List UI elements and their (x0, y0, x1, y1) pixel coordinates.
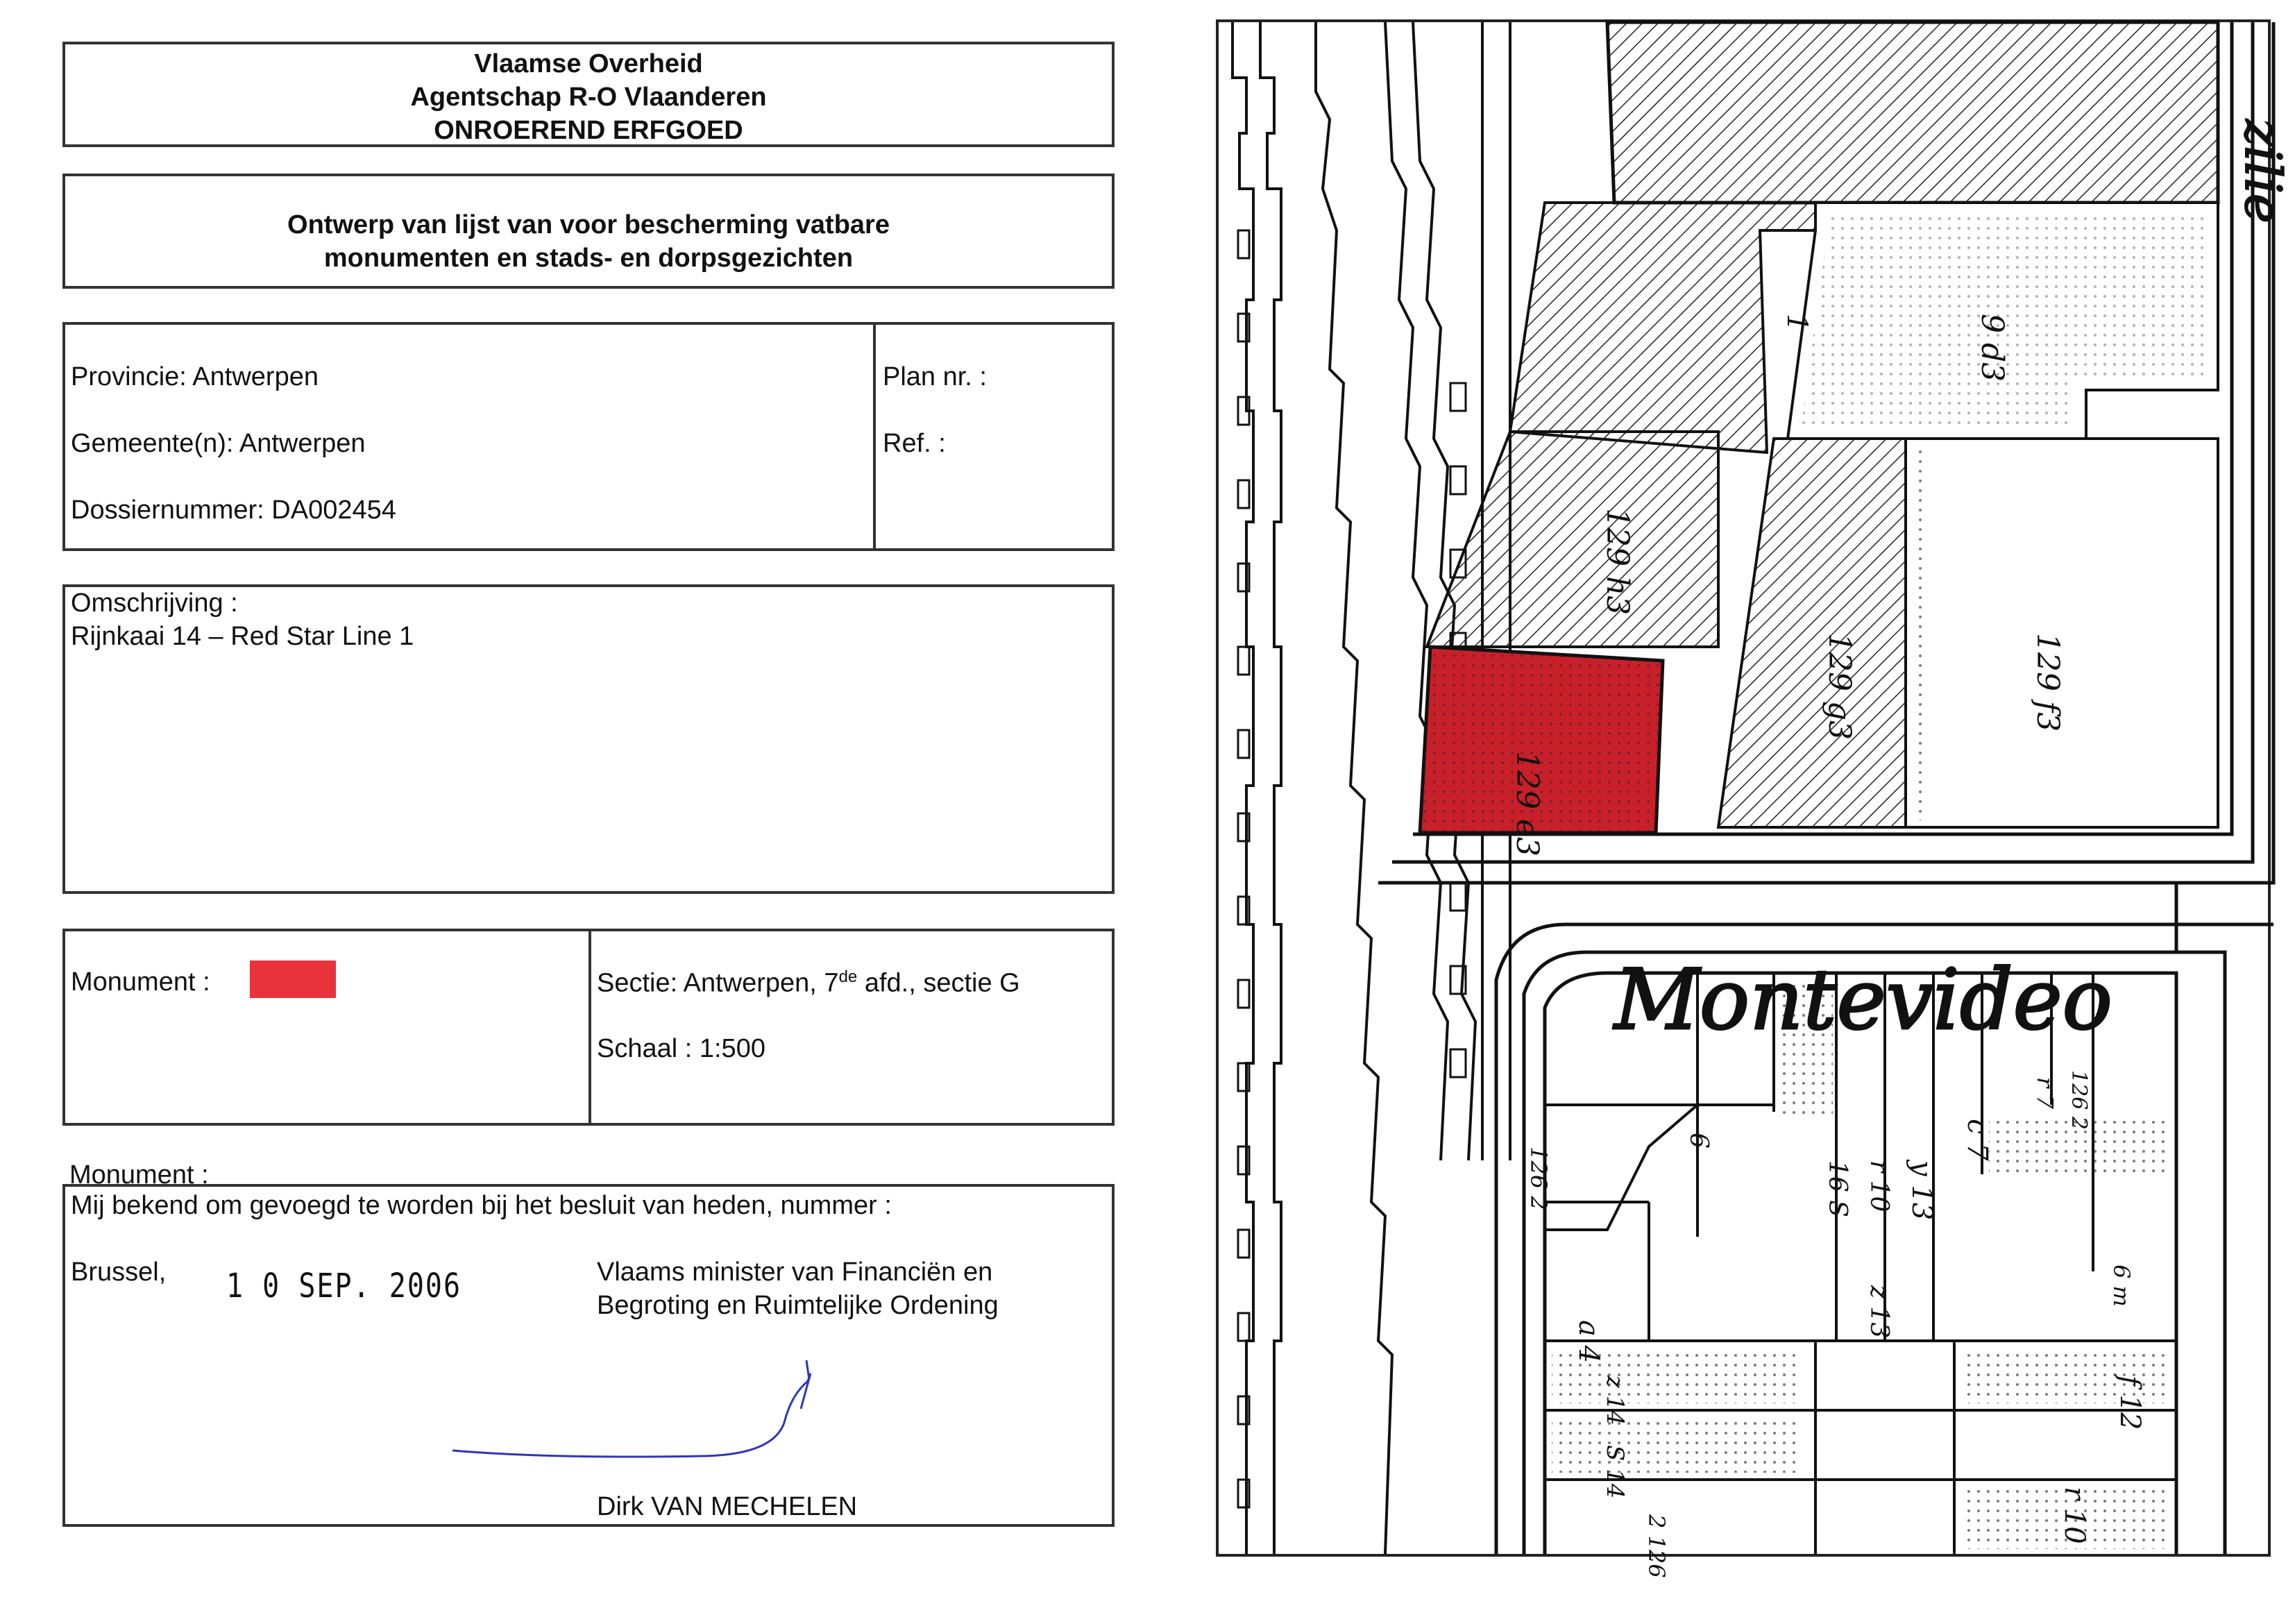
legend-box (62, 929, 1115, 1126)
west-street-edges (1233, 22, 1392, 1554)
hatched-parcel-h3 (1510, 203, 1815, 452)
description-box (62, 584, 1115, 894)
plan-field: Plan nr. : (883, 362, 987, 391)
parcel-g3-label: 129 g3 (1822, 633, 1857, 741)
parcel-h3-label: 129 h3 (1600, 508, 1635, 616)
dossier-field: Dossiernummer: DA002454 (71, 496, 396, 525)
street-north-label: Montevideo (1614, 952, 2112, 1049)
header-line-2: Agentschap R-O Vlaanderen (410, 83, 767, 112)
street-east-label: zilie (2234, 119, 2292, 223)
parcel-126-label: 126 2 (2067, 1070, 2091, 1130)
parcel-7r-label: r 7 (2032, 1077, 2058, 1109)
parcel-d3-label: 9 d3 (1974, 314, 2010, 382)
date-stamp: 1 0 SEP. 2006 (226, 1267, 462, 1306)
parcel-c7-label: c 7 (1961, 1119, 1993, 1161)
ref-field: Ref. : (883, 429, 946, 458)
gemeente-field: Gemeente(n): Antwerpen (71, 429, 366, 458)
hatched-parcel-main (1427, 432, 1718, 647)
description-value: Rijnkaai 14 – Red Star Line 1 (71, 622, 414, 651)
parcel-1-label: 1 (1781, 314, 1813, 332)
title-line-2: monumenten en stads- en dorpsgezichten (323, 244, 854, 273)
title-box (62, 174, 1115, 289)
parcel-13y-label: y 13 (1906, 1160, 1938, 1221)
dotted-parcel-f3-fill (1913, 446, 1926, 820)
provincie-field: Provincie: Antwerpen (71, 362, 319, 391)
signature-box (62, 1184, 1115, 1527)
header-line-1: Vlaamse Overheid (474, 49, 703, 78)
sectie-sup: de (838, 967, 858, 986)
location-divider (873, 325, 876, 548)
boundary-marks (1238, 230, 1466, 1507)
sectie-suffix: afd., sectie G (857, 968, 1020, 998)
parcel-6m-label: 6 m (2108, 1264, 2135, 1307)
parcel-126b-label: 126 2 (1525, 1147, 1552, 1210)
parcel-16s-label: 16 S (1823, 1160, 1852, 1217)
parcel-10r-label: r 10 (1865, 1160, 1893, 1212)
parcel-f3-label: 129 f3 (2030, 633, 2065, 732)
title-line-1: Ontwerp van lijst van voor bescherming vatbare (287, 210, 890, 239)
signer-name: Dirk VAN MECHELEN (597, 1492, 858, 1521)
hatched-block-north (1607, 22, 2218, 203)
south-dots-2 (1552, 1417, 1802, 1473)
cadastral-map (1216, 19, 2292, 1578)
legend-divider (588, 931, 591, 1123)
map-drawing (1219, 22, 2292, 1578)
parcel-14z-label: z 14 (1601, 1376, 1629, 1426)
location-box (62, 322, 1115, 551)
description-label: Omschrijving : (71, 589, 238, 618)
header-box (62, 42, 1115, 147)
sectie-prefix: Sectie: Antwerpen, 7 (597, 968, 839, 998)
header-line-3: ONROEREND ERFGOED (434, 116, 743, 145)
statement-text: Mij bekend om gevoegd te worden bij het besluit van heden, nummer : (71, 1191, 892, 1220)
minister-line-1: Vlaams minister van Financiën en (597, 1258, 993, 1287)
schaal-field: Schaal : 1:500 (597, 1034, 765, 1063)
signature-scribble (65, 1187, 1112, 1524)
minister-line-2: Begroting en Ruimtelijke Ordening (597, 1291, 999, 1320)
hatched-parcel-g3 (1718, 439, 1913, 827)
parcel-2-label: 2 126 (1643, 1514, 1670, 1578)
parcel-6-label: 6 (1684, 1133, 1713, 1149)
parcel-14s-label: S 14 (1601, 1445, 1629, 1499)
parcel-13z-label: z 13 (1865, 1285, 1893, 1339)
overlap-monument-label: Monument : (69, 1160, 209, 1190)
parcel-12f-label: f 12 (2114, 1376, 2146, 1430)
parcel-highlighted-label: 129 e3 (1509, 751, 1545, 857)
monument-swatch (250, 961, 336, 998)
place-text: Brussel, (71, 1258, 167, 1287)
parcel-10r2-label: r 10 (2058, 1487, 2090, 1544)
parcel-4a-label: a 4 (1573, 1320, 1604, 1364)
sectie-field (597, 967, 1020, 999)
monument-label: Monument : (71, 967, 210, 997)
